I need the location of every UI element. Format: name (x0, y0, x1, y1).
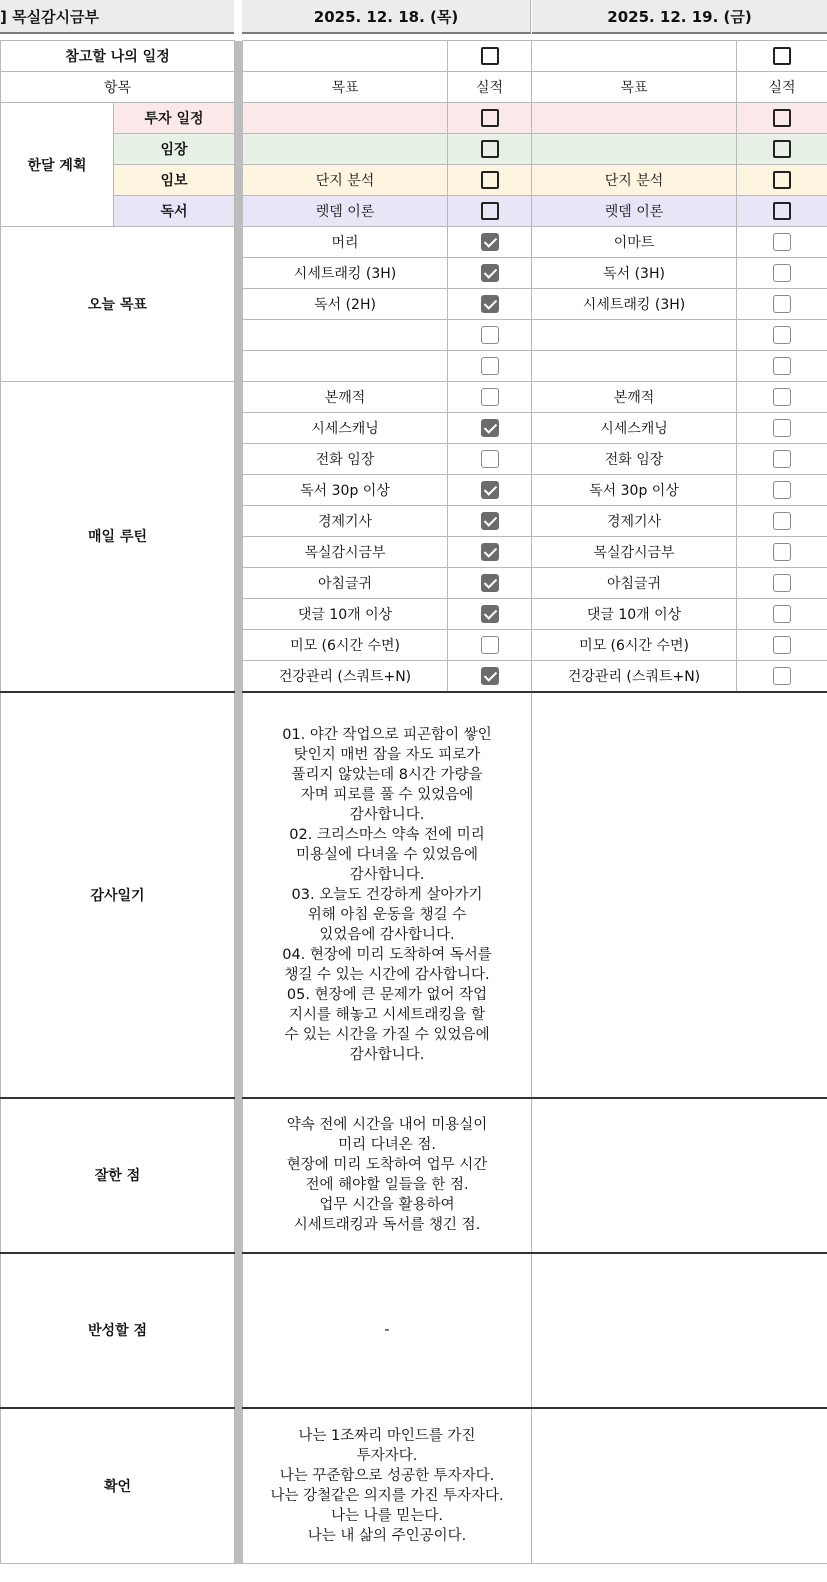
date-header-1: 2025. 12. 18. (목) (242, 0, 531, 34)
today-goal-d1[interactable]: 머리 (243, 227, 448, 258)
today-goal-d2[interactable]: 독서 (3H) (532, 258, 737, 289)
routine-checkbox-d1[interactable] (481, 388, 499, 406)
text-line: 수 있는 시간을 가질 수 있었음에 (284, 1026, 490, 1043)
routine-goal-d2[interactable]: 미모 (6시간 수면) (532, 630, 737, 661)
today-checkbox-d1[interactable] (481, 326, 499, 344)
routine-checkbox-d1[interactable] (481, 481, 499, 499)
routine-goal-d2[interactable]: 경제기사 (532, 506, 737, 537)
row-affirm (1, 1408, 827, 1564)
label-well-done: 잘한 점 (1, 1098, 235, 1253)
row-ref-schedule (1, 41, 827, 72)
text-line: 위해 아침 운동을 챙길 수 (307, 906, 467, 923)
routine-checkbox-d1[interactable] (481, 450, 499, 468)
text-line: 미용실에 다녀올 수 있었음에 (296, 846, 478, 863)
routine-goal-d1[interactable]: 본깨적 (243, 382, 448, 413)
ref-d1-cell[interactable] (243, 41, 448, 72)
today-goals-section (1, 227, 827, 382)
gratitude-d1[interactable] (243, 692, 532, 1098)
routine-row (1, 382, 827, 413)
reflect-d1[interactable]: - (243, 1253, 532, 1408)
monthly-goal-d2[interactable] (532, 134, 737, 165)
row-monthly-reading (1, 196, 827, 227)
date-header-2: 2025. 12. 19. (금) (532, 0, 827, 34)
today-checkbox-d1[interactable] (481, 295, 499, 313)
label-today: 오늘 목표 (1, 227, 235, 382)
row-well-done (1, 1098, 827, 1253)
routine-checkbox-d1[interactable] (481, 667, 499, 685)
ref-d2-cell[interactable] (532, 41, 737, 72)
today-checkbox-d2[interactable] (773, 357, 791, 375)
affirm-d1[interactable] (243, 1408, 532, 1564)
row-monthly-invest (1, 103, 827, 134)
label-routine: 매일 루틴 (1, 382, 235, 692)
routine-checkbox-d2[interactable] (773, 543, 791, 561)
today-checkbox-d2[interactable] (773, 233, 791, 251)
text-line: 감사합니다. (349, 806, 425, 823)
today-goal-d1[interactable] (243, 351, 448, 382)
today-row (1, 227, 827, 258)
label-gratitude: 감사일기 (1, 692, 235, 1098)
today-goal-d1[interactable] (243, 320, 448, 351)
row-monthly-imjang (1, 134, 827, 165)
routine-goal-d1[interactable]: 아침글귀 (243, 568, 448, 599)
routine-goal-d2[interactable]: 건강관리 (스쿼트+N) (532, 661, 737, 692)
text-line: 나는 꾸준함으로 성공한 투자자다. (279, 1467, 495, 1484)
row-gratitude (1, 692, 827, 1098)
routine-checkbox-d2[interactable] (773, 481, 791, 499)
routine-goal-d1[interactable]: 미모 (6시간 수면) (243, 630, 448, 661)
monthly-goal-d1[interactable] (243, 134, 448, 165)
monthly-item-name: 독서 (114, 196, 235, 227)
label-affirm: 확언 (1, 1408, 235, 1564)
goal-header-d1: 목표 (243, 72, 448, 103)
monthly-checkbox-d2[interactable] (773, 202, 791, 220)
routine-goal-d1[interactable]: 시세스캐닝 (243, 413, 448, 444)
text-line: 05. 현장에 큰 문제가 없어 작업 (286, 986, 488, 1003)
text-line: 풀리지 않았는데 8시간 가량을 (291, 766, 483, 783)
well-done-d1[interactable] (243, 1098, 532, 1253)
routine-checkbox-d1[interactable] (481, 512, 499, 530)
today-goal-d1[interactable]: 독서 (2H) (243, 289, 448, 320)
reflect-d2[interactable] (532, 1253, 827, 1408)
routine-goal-d2[interactable]: 본깨적 (532, 382, 737, 413)
routine-goal-d2[interactable]: 전화 임장 (532, 444, 737, 475)
label-item: 항목 (1, 72, 235, 103)
text-line: 04. 현장에 미리 도착하여 독서를 (282, 946, 492, 963)
monthly-item-name: 투자 일정 (114, 103, 235, 134)
text-line: 03. 오늘도 건강하게 살아가기 (291, 886, 483, 903)
monthly-goal-d2[interactable] (532, 103, 737, 134)
ref-d1-checkbox[interactable] (481, 47, 499, 65)
text-line: 지시를 해놓고 시세트래킹을 할 (289, 1006, 485, 1023)
result-header-d2: 실적 (737, 72, 827, 103)
today-goal-d2[interactable] (532, 351, 737, 382)
today-checkbox-d1[interactable] (481, 264, 499, 282)
routine-checkbox-d1[interactable] (481, 605, 499, 623)
monthly-goal-d1[interactable] (243, 103, 448, 134)
well-done-d2[interactable] (532, 1098, 827, 1253)
text-line: 업무 시간을 활용하여 (319, 1197, 455, 1213)
text-line: 탓인지 매번 잠을 자도 피로가 (293, 746, 481, 763)
routine-checkbox-d2[interactable] (773, 512, 791, 530)
today-checkbox-d2[interactable] (773, 295, 791, 313)
text-line: 감사합니다. (349, 866, 425, 883)
routine-checkbox-d1[interactable] (481, 574, 499, 592)
row-reflect (1, 1253, 827, 1408)
text-line: 나는 나를 믿는다. (331, 1507, 443, 1524)
text-line: 투자자다. (356, 1447, 418, 1464)
today-goal-d2[interactable] (532, 320, 737, 351)
routine-checkbox-d2[interactable] (773, 574, 791, 592)
monthly-checkbox-d1[interactable] (481, 109, 499, 127)
planner-table (0, 40, 827, 1564)
text-line: 있었음에 감사합니다. (319, 926, 455, 943)
text-line: 감사합니다. (349, 1046, 425, 1063)
routine-checkbox-d1[interactable] (481, 636, 499, 654)
monthly-checkbox-d2[interactable] (773, 109, 791, 127)
monthly-checkbox-d1[interactable] (481, 202, 499, 220)
today-checkbox-d1[interactable] (481, 357, 499, 375)
routine-goal-d1[interactable]: 건강관리 (스쿼트+N) (243, 661, 448, 692)
today-goal-d1[interactable]: 시세트래킹 (3H) (243, 258, 448, 289)
text-line: 나는 내 삶의 주인공이다. (307, 1527, 467, 1544)
routine-goal-d1[interactable]: 댓글 10개 이상 (243, 599, 448, 630)
routine-checkbox-d2[interactable] (773, 450, 791, 468)
routine-goal-d1[interactable]: 전화 임장 (243, 444, 448, 475)
affirm-d2[interactable] (532, 1408, 827, 1564)
today-checkbox-d1[interactable] (481, 233, 499, 251)
label-ref-schedule: 참고할 나의 일정 (1, 41, 235, 72)
goal-header-d2: 목표 (532, 72, 737, 103)
today-goal-d2[interactable]: 이마트 (532, 227, 737, 258)
routine-checkbox-d2[interactable] (773, 388, 791, 406)
routine-goal-d2[interactable]: 독서 30p 이상 (532, 475, 737, 506)
routine-goal-d1[interactable]: 경제기사 (243, 506, 448, 537)
routine-checkbox-d2[interactable] (773, 667, 791, 685)
ref-d2-checkbox[interactable] (773, 47, 791, 65)
routine-checkbox-d2[interactable] (773, 636, 791, 654)
row-monthly-imbo (1, 165, 827, 196)
routine-checkbox-d2[interactable] (773, 605, 791, 623)
text-line: 챙길 수 있는 시간에 감사합니다. (284, 966, 490, 983)
sheet-title: ] 목실감시금부 (0, 0, 234, 34)
routine-goal-d2[interactable]: 목실감시금부 (532, 537, 737, 568)
routine-checkbox-d1[interactable] (481, 543, 499, 561)
text-line: 자며 피로를 풀 수 있었음에 (300, 786, 474, 803)
gratitude-d2[interactable] (532, 692, 827, 1098)
text-line: 나는 1조짜리 마인드를 가진 (298, 1427, 476, 1444)
monthly-item-name: 임보 (114, 165, 235, 196)
routine-goal-d2[interactable]: 댓글 10개 이상 (532, 599, 737, 630)
routine-checkbox-d1[interactable] (481, 419, 499, 437)
text-line: 약속 전에 시간을 내어 미용실이 (286, 1117, 488, 1133)
text-line: 01. 야간 작업으로 피곤함이 쌓인 (282, 726, 492, 743)
monthly-item-name: 임장 (114, 134, 235, 165)
monthly-checkbox-d1[interactable] (481, 140, 499, 158)
text-line: 미리 다녀온 점. (338, 1137, 436, 1153)
text-line: 시세트래킹과 독서를 챙긴 점. (293, 1217, 481, 1233)
row-item-header (1, 72, 827, 103)
routine-goal-d1[interactable]: 목실감시금부 (243, 537, 448, 568)
routine-goal-d1[interactable]: 독서 30p 이상 (243, 475, 448, 506)
routine-checkbox-d2[interactable] (773, 419, 791, 437)
monthly-goal-d2[interactable]: 렛뎀 이론 (532, 196, 737, 227)
monthly-checkbox-d2[interactable] (773, 140, 791, 158)
result-header-d1: 실적 (448, 72, 532, 103)
monthly-goal-d2[interactable]: 단지 분석 (532, 165, 737, 196)
monthly-checkbox-d2[interactable] (773, 171, 791, 189)
text-line: 나는 강철같은 의지를 가진 투자자다. (270, 1487, 504, 1504)
routine-goal-d2[interactable]: 시세스캐닝 (532, 413, 737, 444)
text-line: 02. 크리스마스 약속 전에 미리 (289, 826, 485, 843)
today-checkbox-d2[interactable] (773, 264, 791, 282)
routine-section (1, 382, 827, 692)
monthly-goal-d1[interactable]: 렛뎀 이론 (243, 196, 448, 227)
today-goal-d2[interactable]: 시세트래킹 (3H) (532, 289, 737, 320)
routine-goal-d2[interactable]: 아침글귀 (532, 568, 737, 599)
text-line: 전에 해야할 일들을 한 점. (305, 1177, 469, 1193)
monthly-checkbox-d1[interactable] (481, 171, 499, 189)
monthly-goal-d1[interactable]: 단지 분석 (243, 165, 448, 196)
label-reflect: 반성할 점 (1, 1253, 235, 1408)
text-line: 현장에 미리 도착하여 업무 시간 (286, 1157, 488, 1173)
today-checkbox-d2[interactable] (773, 326, 791, 344)
label-monthly-plan: 한달 계획 (1, 103, 114, 227)
